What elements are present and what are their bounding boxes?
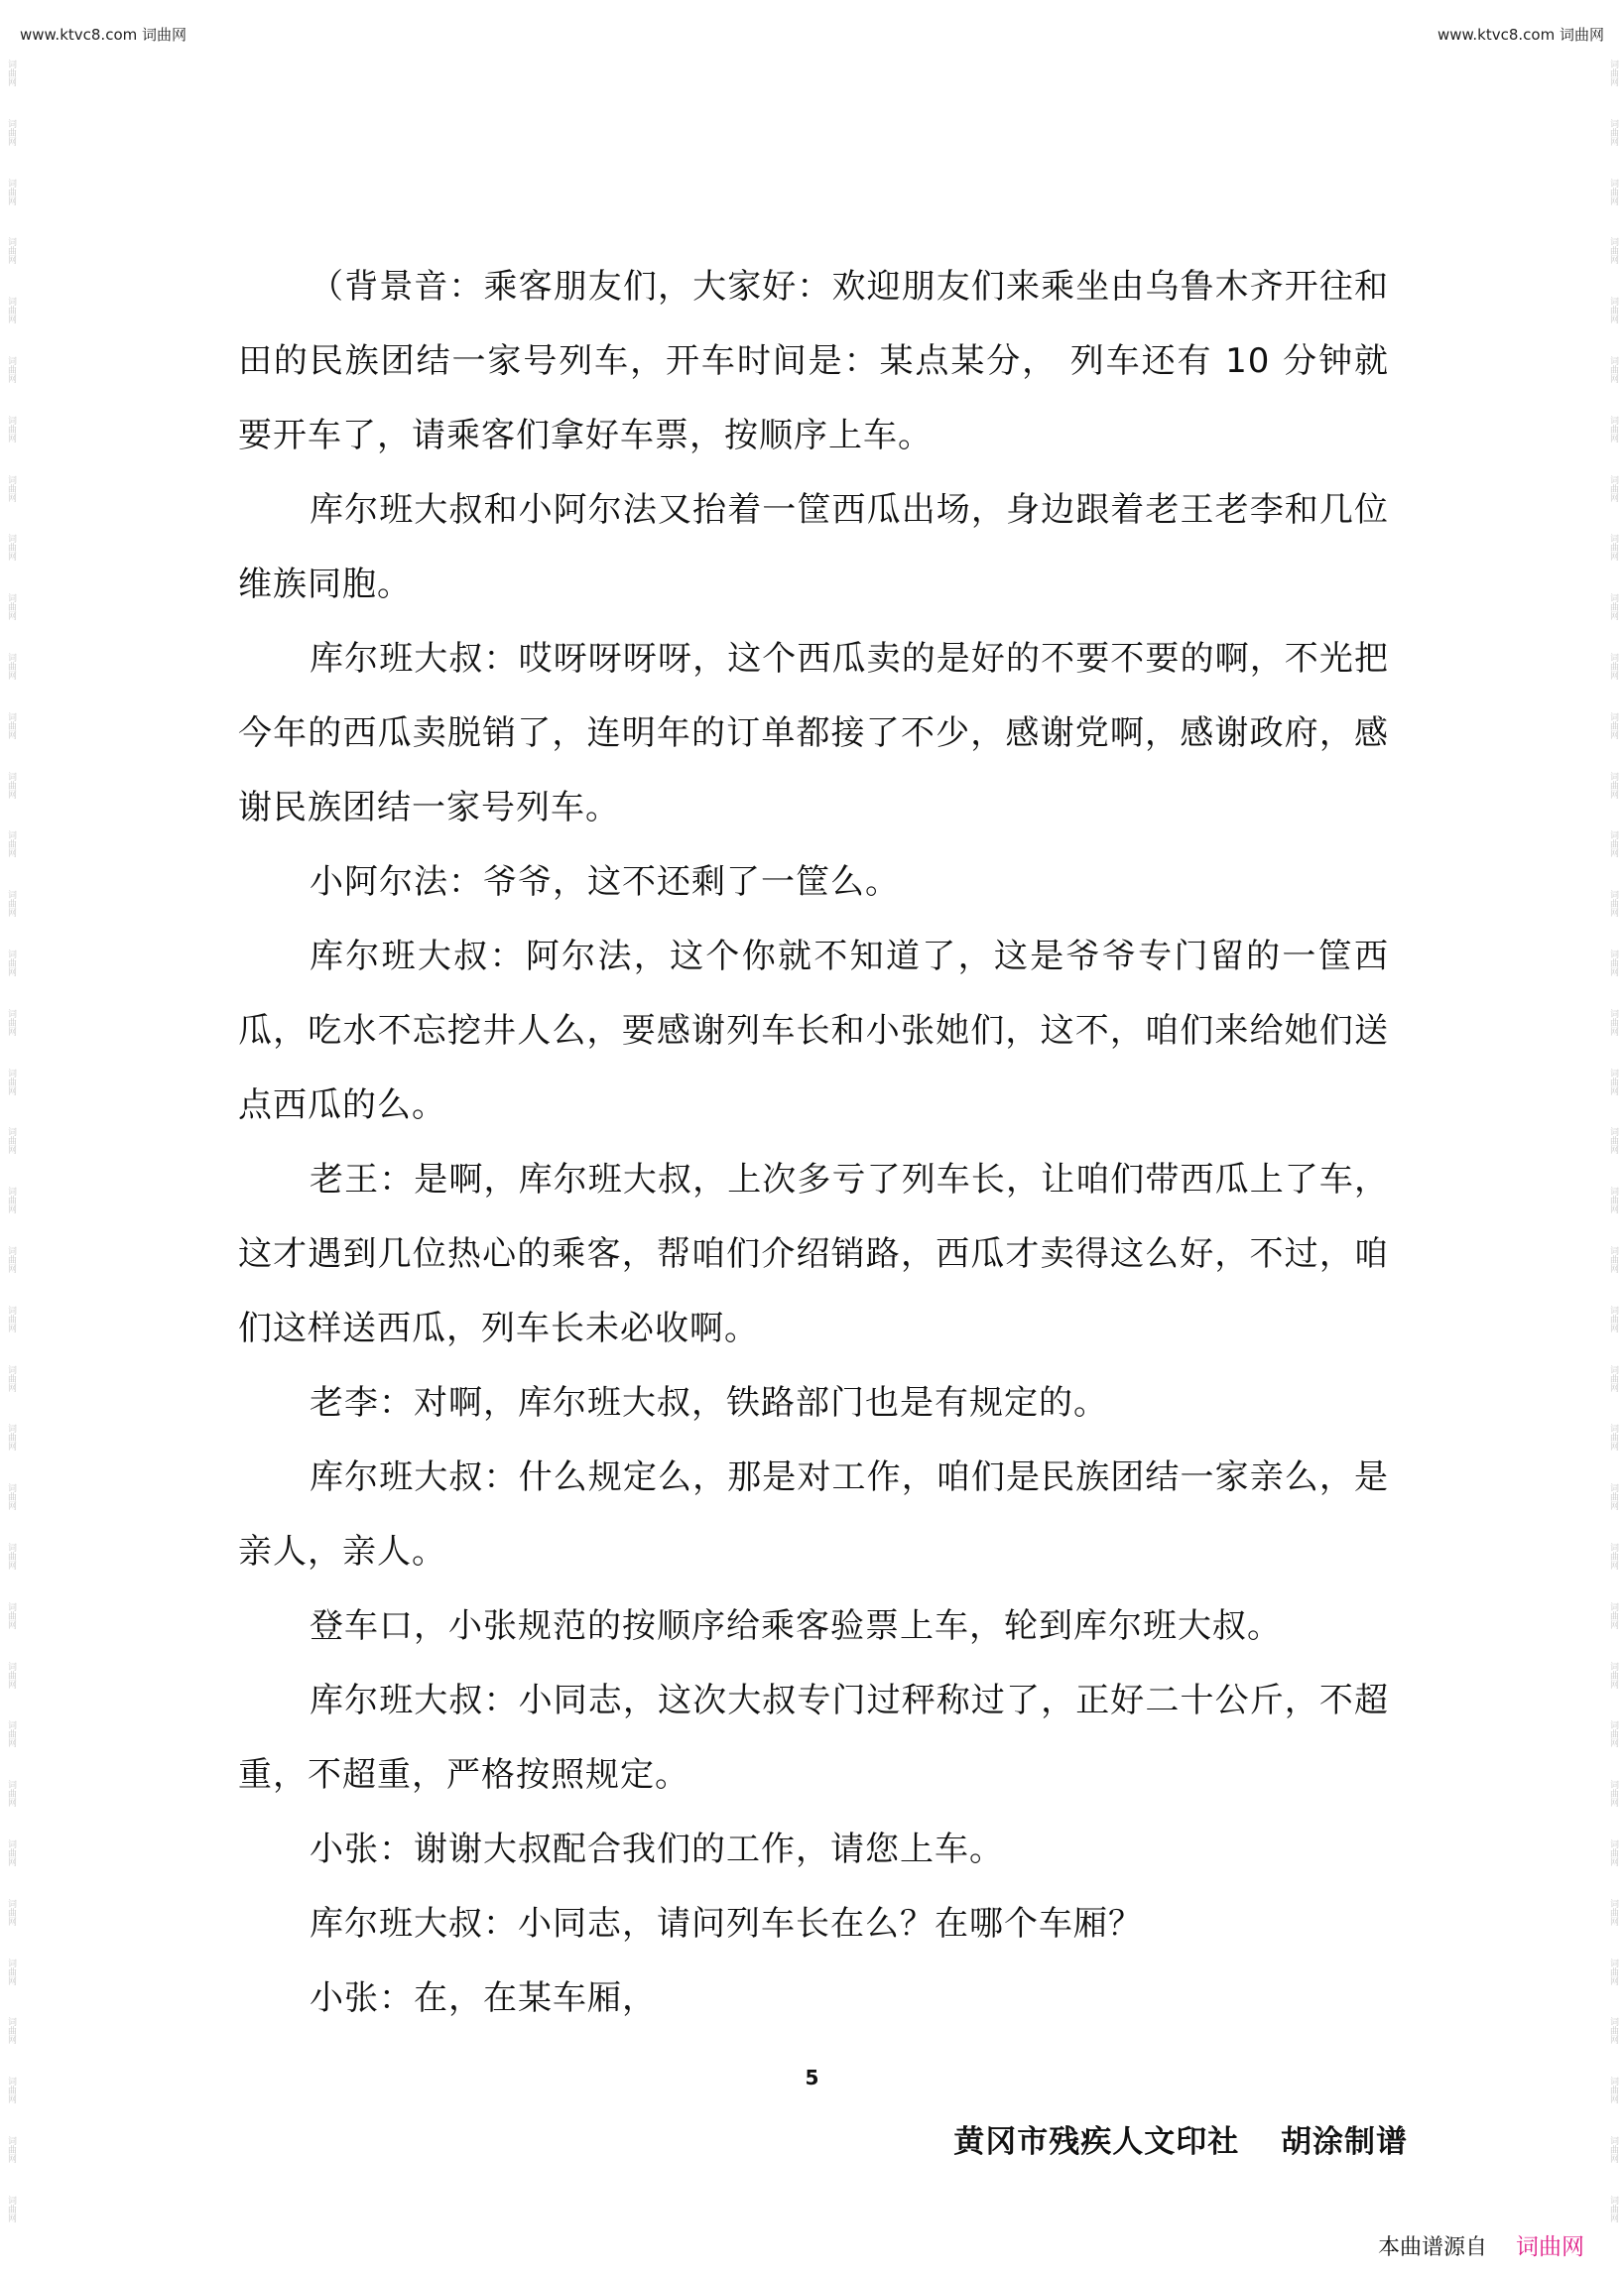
side-watermark: 词曲网 [1608, 1008, 1618, 1036]
paragraph-dialogue: 小张：谢谢大叔配合我们的工作，请您上车。 [310, 1830, 1004, 1869]
side-watermark: 词曲网 [1608, 60, 1618, 86]
source-credit-label: 本曲谱源自 [1377, 2235, 1487, 2260]
side-watermark: 词曲网 [1608, 1780, 1618, 1808]
side-watermark-left [4, 60, 18, 2222]
side-watermark: 词曲网 [1608, 1127, 1618, 1155]
side-watermark: 词曲网 [1608, 2135, 1618, 2163]
side-watermark: 词曲网 [6, 2135, 16, 2163]
side-watermark: 词曲网 [6, 1898, 16, 1926]
side-watermark: 词曲网 [1608, 1424, 1618, 1452]
side-watermark: 词曲网 [6, 1542, 16, 1570]
side-watermark: 词曲网 [1608, 1542, 1618, 1570]
side-watermark: 词曲网 [6, 1661, 16, 1689]
side-watermark: 词曲网 [6, 1601, 16, 1629]
side-watermark: 词曲网 [1608, 1898, 1618, 1926]
source-credit [1378, 2228, 1584, 2261]
side-watermark: 词曲网 [6, 355, 16, 383]
side-watermark: 词曲网 [6, 1424, 16, 1452]
paragraph-dialogue: 库尔班大叔：哎呀呀呀呀，这个西瓜卖的是好的不要不要的啊，不光把今年的西瓜卖脱销了，连明年的订单都接了不少，感谢党啊，感谢政府，感谢民族团结一家号列车。 [238, 639, 1389, 827]
side-watermark: 词曲网 [6, 534, 16, 562]
side-watermark: 词曲网 [6, 949, 16, 976]
side-watermark: 词曲网 [1608, 1187, 1618, 1214]
side-watermark: 词曲网 [1608, 297, 1618, 324]
side-watermark: 词曲网 [6, 1008, 16, 1036]
side-watermark: 词曲网 [6, 1780, 16, 1808]
side-watermark: 词曲网 [1608, 711, 1618, 739]
side-watermark: 词曲网 [1608, 1364, 1618, 1392]
side-watermark: 词曲网 [6, 415, 16, 443]
publisher-org: 黄冈市残疾人文印社 [953, 2124, 1240, 2160]
side-watermark: 词曲网 [1608, 1305, 1618, 1332]
source-credit-brand: 词曲网 [1516, 2234, 1584, 2260]
paragraph-dialogue: 库尔班大叔：小同志，请问列车长在么？在哪个车厢？ [310, 1904, 1143, 1944]
side-watermark: 词曲网 [1608, 1958, 1618, 1985]
side-watermark: 词曲网 [1608, 652, 1618, 680]
side-watermark: 词曲网 [1608, 1720, 1618, 1748]
side-watermark: 词曲网 [6, 474, 16, 502]
side-watermark: 词曲网 [1608, 118, 1618, 146]
side-watermark: 词曲网 [6, 297, 16, 324]
side-watermark: 词曲网 [1608, 355, 1618, 383]
side-watermark: 词曲网 [6, 1958, 16, 1985]
side-watermark: 词曲网 [1608, 1245, 1618, 1273]
side-watermark: 词曲网 [1608, 890, 1618, 918]
side-watermark: 词曲网 [6, 1305, 16, 1332]
paragraph-stage-direction-boarding: 登车口，小张规范的按顺序给乘客验票上车，轮到库尔班大叔。 [310, 1606, 1282, 1646]
side-watermark: 词曲网 [6, 1068, 16, 1095]
side-watermark: 词曲网 [1608, 593, 1618, 621]
side-watermark: 词曲网 [1608, 1068, 1618, 1095]
publisher-maker: 胡涂制谱 [1281, 2124, 1408, 2160]
side-watermark: 词曲网 [6, 2077, 16, 2104]
side-watermark: 词曲网 [1608, 949, 1618, 976]
paragraph-dialogue: 库尔班大叔：阿尔法，这个你就不知道了，这是爷爷专门留的一筐西瓜，吃水不忘挖井人么，要感谢列车长和小张她们，这不，咱们来给她们送点西瓜的么。 [238, 937, 1389, 1125]
side-watermark: 词曲网 [6, 1720, 16, 1748]
side-watermark: 词曲网 [1608, 2195, 1618, 2222]
side-watermark: 词曲网 [6, 1364, 16, 1392]
side-watermark: 词曲网 [6, 1127, 16, 1155]
side-watermark: 词曲网 [6, 1483, 16, 1511]
header-site-left: www.ktvc8.com 词曲网 [20, 26, 187, 44]
side-watermark: 词曲网 [6, 237, 16, 265]
paragraph-dialogue: 老李：对啊，库尔班大叔，铁路部门也是有规定的。 [310, 1383, 1108, 1423]
side-watermark: 词曲网 [6, 118, 16, 146]
side-watermark: 词曲网 [1608, 474, 1618, 502]
side-watermark-right [1606, 60, 1620, 2222]
side-watermark: 词曲网 [1608, 1601, 1618, 1629]
side-watermark: 词曲网 [6, 711, 16, 739]
paragraph-dialogue: 小张：在，在某车厢， [310, 1978, 657, 2018]
side-watermark: 词曲网 [6, 652, 16, 680]
script-body [238, 250, 1389, 2036]
side-watermark: 词曲网 [6, 2195, 16, 2222]
side-watermark: 词曲网 [1608, 830, 1618, 858]
side-watermark: 词曲网 [1608, 2077, 1618, 2104]
page-number: 5 [805, 2066, 819, 2089]
paragraph-dialogue: 老王：是啊，库尔班大叔，上次多亏了列车长，让咱们带西瓜上了车，这才遇到几位热心的乘客，帮咱们介绍销路，西瓜才卖得这么好，不过，咱们这样送西瓜，列车长未必收啊。 [238, 1160, 1389, 1348]
header-site-right: www.ktvc8.com 词曲网 [1437, 26, 1604, 44]
side-watermark: 词曲网 [6, 593, 16, 621]
publisher-line [953, 2116, 1408, 2161]
side-watermark: 词曲网 [1608, 1661, 1618, 1689]
side-watermark: 词曲网 [6, 1838, 16, 1866]
paragraph-dialogue: 小阿尔法：爷爷，这不还剩了一筐么。 [310, 862, 900, 902]
side-watermark: 词曲网 [1608, 415, 1618, 443]
side-watermark: 词曲网 [1608, 237, 1618, 265]
side-watermark: 词曲网 [1608, 1838, 1618, 1866]
paragraph-dialogue: 库尔班大叔：小同志，这次大叔专门过秤称过了，正好二十公斤，不超重，不超重，严格按照规定。 [238, 1681, 1389, 1795]
side-watermark: 词曲网 [1608, 1483, 1618, 1511]
paragraph-stage-direction-entrance: 库尔班大叔和小阿尔法又抬着一筐西瓜出场，身边跟着老王老李和几位维族同胞。 [238, 490, 1389, 604]
side-watermark: 词曲网 [6, 771, 16, 799]
side-watermark: 词曲网 [6, 2017, 16, 2045]
side-watermark: 词曲网 [6, 1245, 16, 1273]
side-watermark: 词曲网 [1608, 534, 1618, 562]
side-watermark: 词曲网 [1608, 178, 1618, 205]
side-watermark: 词曲网 [1608, 2017, 1618, 2045]
side-watermark: 词曲网 [6, 178, 16, 205]
side-watermark: 词曲网 [1608, 771, 1618, 799]
side-watermark: 词曲网 [6, 60, 16, 86]
side-watermark: 词曲网 [6, 890, 16, 918]
paragraph-dialogue: 库尔班大叔：什么规定么，那是对工作，咱们是民族团结一家亲么，是亲人，亲人。 [238, 1457, 1389, 1572]
side-watermark: 词曲网 [6, 1187, 16, 1214]
paragraph-background-announcement: （背景音：乘客朋友们，大家好：欢迎朋友们来乘坐由乌鲁木齐开往和田的民族团结一家号列车，开车时间是：某点某分， 列车还有 10 分钟就要开车了，请乘客们拿好车票，按顺序上车。 [238, 267, 1389, 455]
side-watermark: 词曲网 [6, 830, 16, 858]
